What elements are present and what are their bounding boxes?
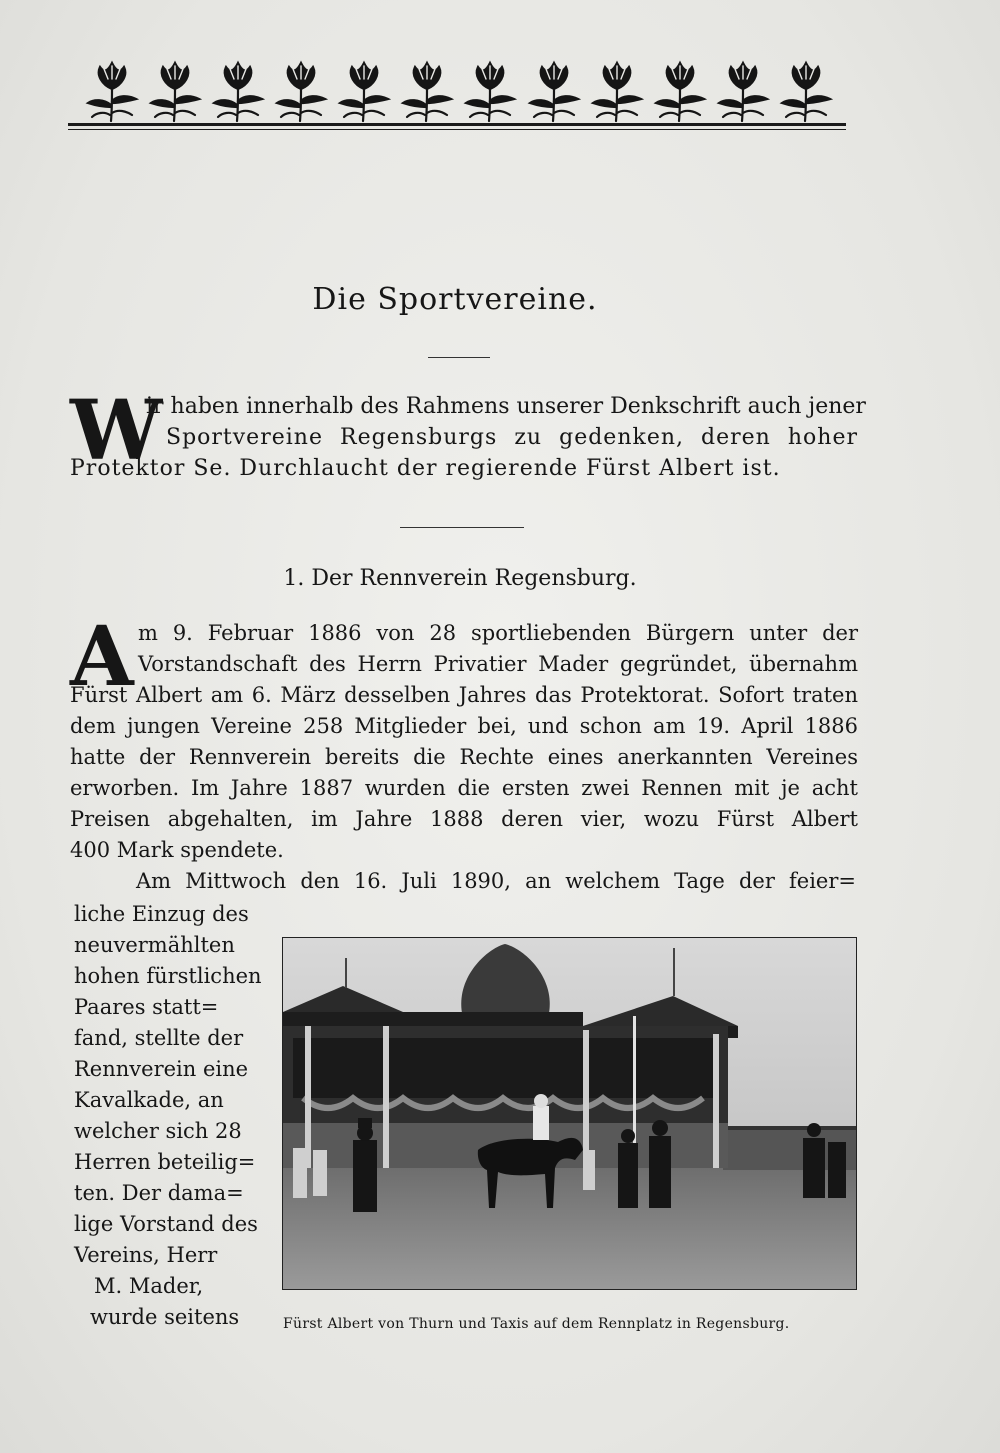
column-line: Kavalkade, an [74, 1088, 224, 1112]
column-line: lige Vorstand des [74, 1212, 258, 1236]
column-line: liche Einzug des [74, 902, 249, 926]
intro-line: Sportvereine Regensburgs zu gedenken, deren hoher [166, 425, 858, 450]
column-line: Rennverein eine [74, 1057, 249, 1081]
body-line: dem jungen Vereine 258 Mitglieder bei, und schon am 19. April 1886 [70, 714, 858, 738]
section-heading: 1. Der Rennverein Regensburg. [283, 566, 637, 591]
intro-line: ir haben innerhalb des Rahmens unserer Denkschrift auch jener [146, 394, 866, 419]
column-line: fand, stellte der [74, 1026, 244, 1050]
flower-ornament-icon [336, 59, 392, 125]
flower-ornament-icon [147, 59, 203, 125]
body-line: Preisen abgehalten, im Jahre 1888 deren vier, wozu Fürst Albert [70, 807, 858, 831]
body-line: 400 Mark spendete. [70, 838, 284, 862]
section-dropcap: A [70, 609, 134, 705]
body-line: Fürst Albert am 6. März desselben Jahres das Protektorat. Sofort traten [70, 683, 858, 707]
body-line: hatte der Rennverein bereits die Rechte eines anerkannten Vereines [70, 745, 858, 769]
body-line: erworben. Im Jahre 1887 wurden die ersten zwei Rennen mit je acht [70, 776, 858, 800]
column-line: M. Mader, [94, 1274, 204, 1298]
column-line: welcher sich 28 [74, 1119, 242, 1143]
body-line: Vorstandschaft des Herrn Privatier Mader gegründet, übernahm [138, 652, 858, 676]
column-line: Paares statt= [74, 995, 219, 1019]
flower-ornament-icon [526, 59, 582, 125]
header-rule-thick [68, 123, 846, 126]
column-line: hohen fürstlichen [74, 964, 262, 988]
column-line: ten. Der dama= [74, 1181, 244, 1205]
flower-ornament-icon [210, 59, 266, 125]
intro-paragraph [70, 383, 866, 500]
header-rule-thin [68, 129, 846, 130]
paragraph-2-first-line: Am Mittwoch den 16. Juli 1890, an welchem Tage der feier= [136, 869, 856, 893]
flower-ornament-icon [778, 59, 834, 125]
flower-ornament-icon [462, 59, 518, 125]
flower-ornament-icon [273, 59, 329, 125]
title-divider [428, 357, 490, 358]
chapter-title: Die Sportvereine. [312, 282, 598, 317]
flower-ornament-icon [84, 59, 140, 125]
photo-caption: Fürst Albert von Thurn und Taxis auf dem Rennplatz in Regensburg. [283, 1316, 790, 1332]
intro-dropcap: W [70, 383, 163, 479]
grandstand-illustration [283, 938, 856, 1289]
flower-ornament-band [84, 58, 834, 126]
column-line: wurde seitens [90, 1305, 240, 1329]
column-line: Vereins, Herr [74, 1243, 218, 1267]
body-line: m 9. Februar 1886 von 28 sportliebenden Bürgern unter der [138, 621, 858, 645]
column-line: Herren beteilig= [74, 1150, 256, 1174]
grandstand-photograph [283, 938, 856, 1289]
flower-ornament-icon [715, 59, 771, 125]
intro-line: Protektor Se. Durchlaucht der regierende Fürst Albert ist. [70, 456, 781, 481]
flower-ornament-icon [589, 59, 645, 125]
flower-ornament-icon [399, 59, 455, 125]
flower-ornament-icon [652, 59, 708, 125]
section-divider [400, 527, 524, 528]
column-line: neuvermählten [74, 933, 235, 957]
